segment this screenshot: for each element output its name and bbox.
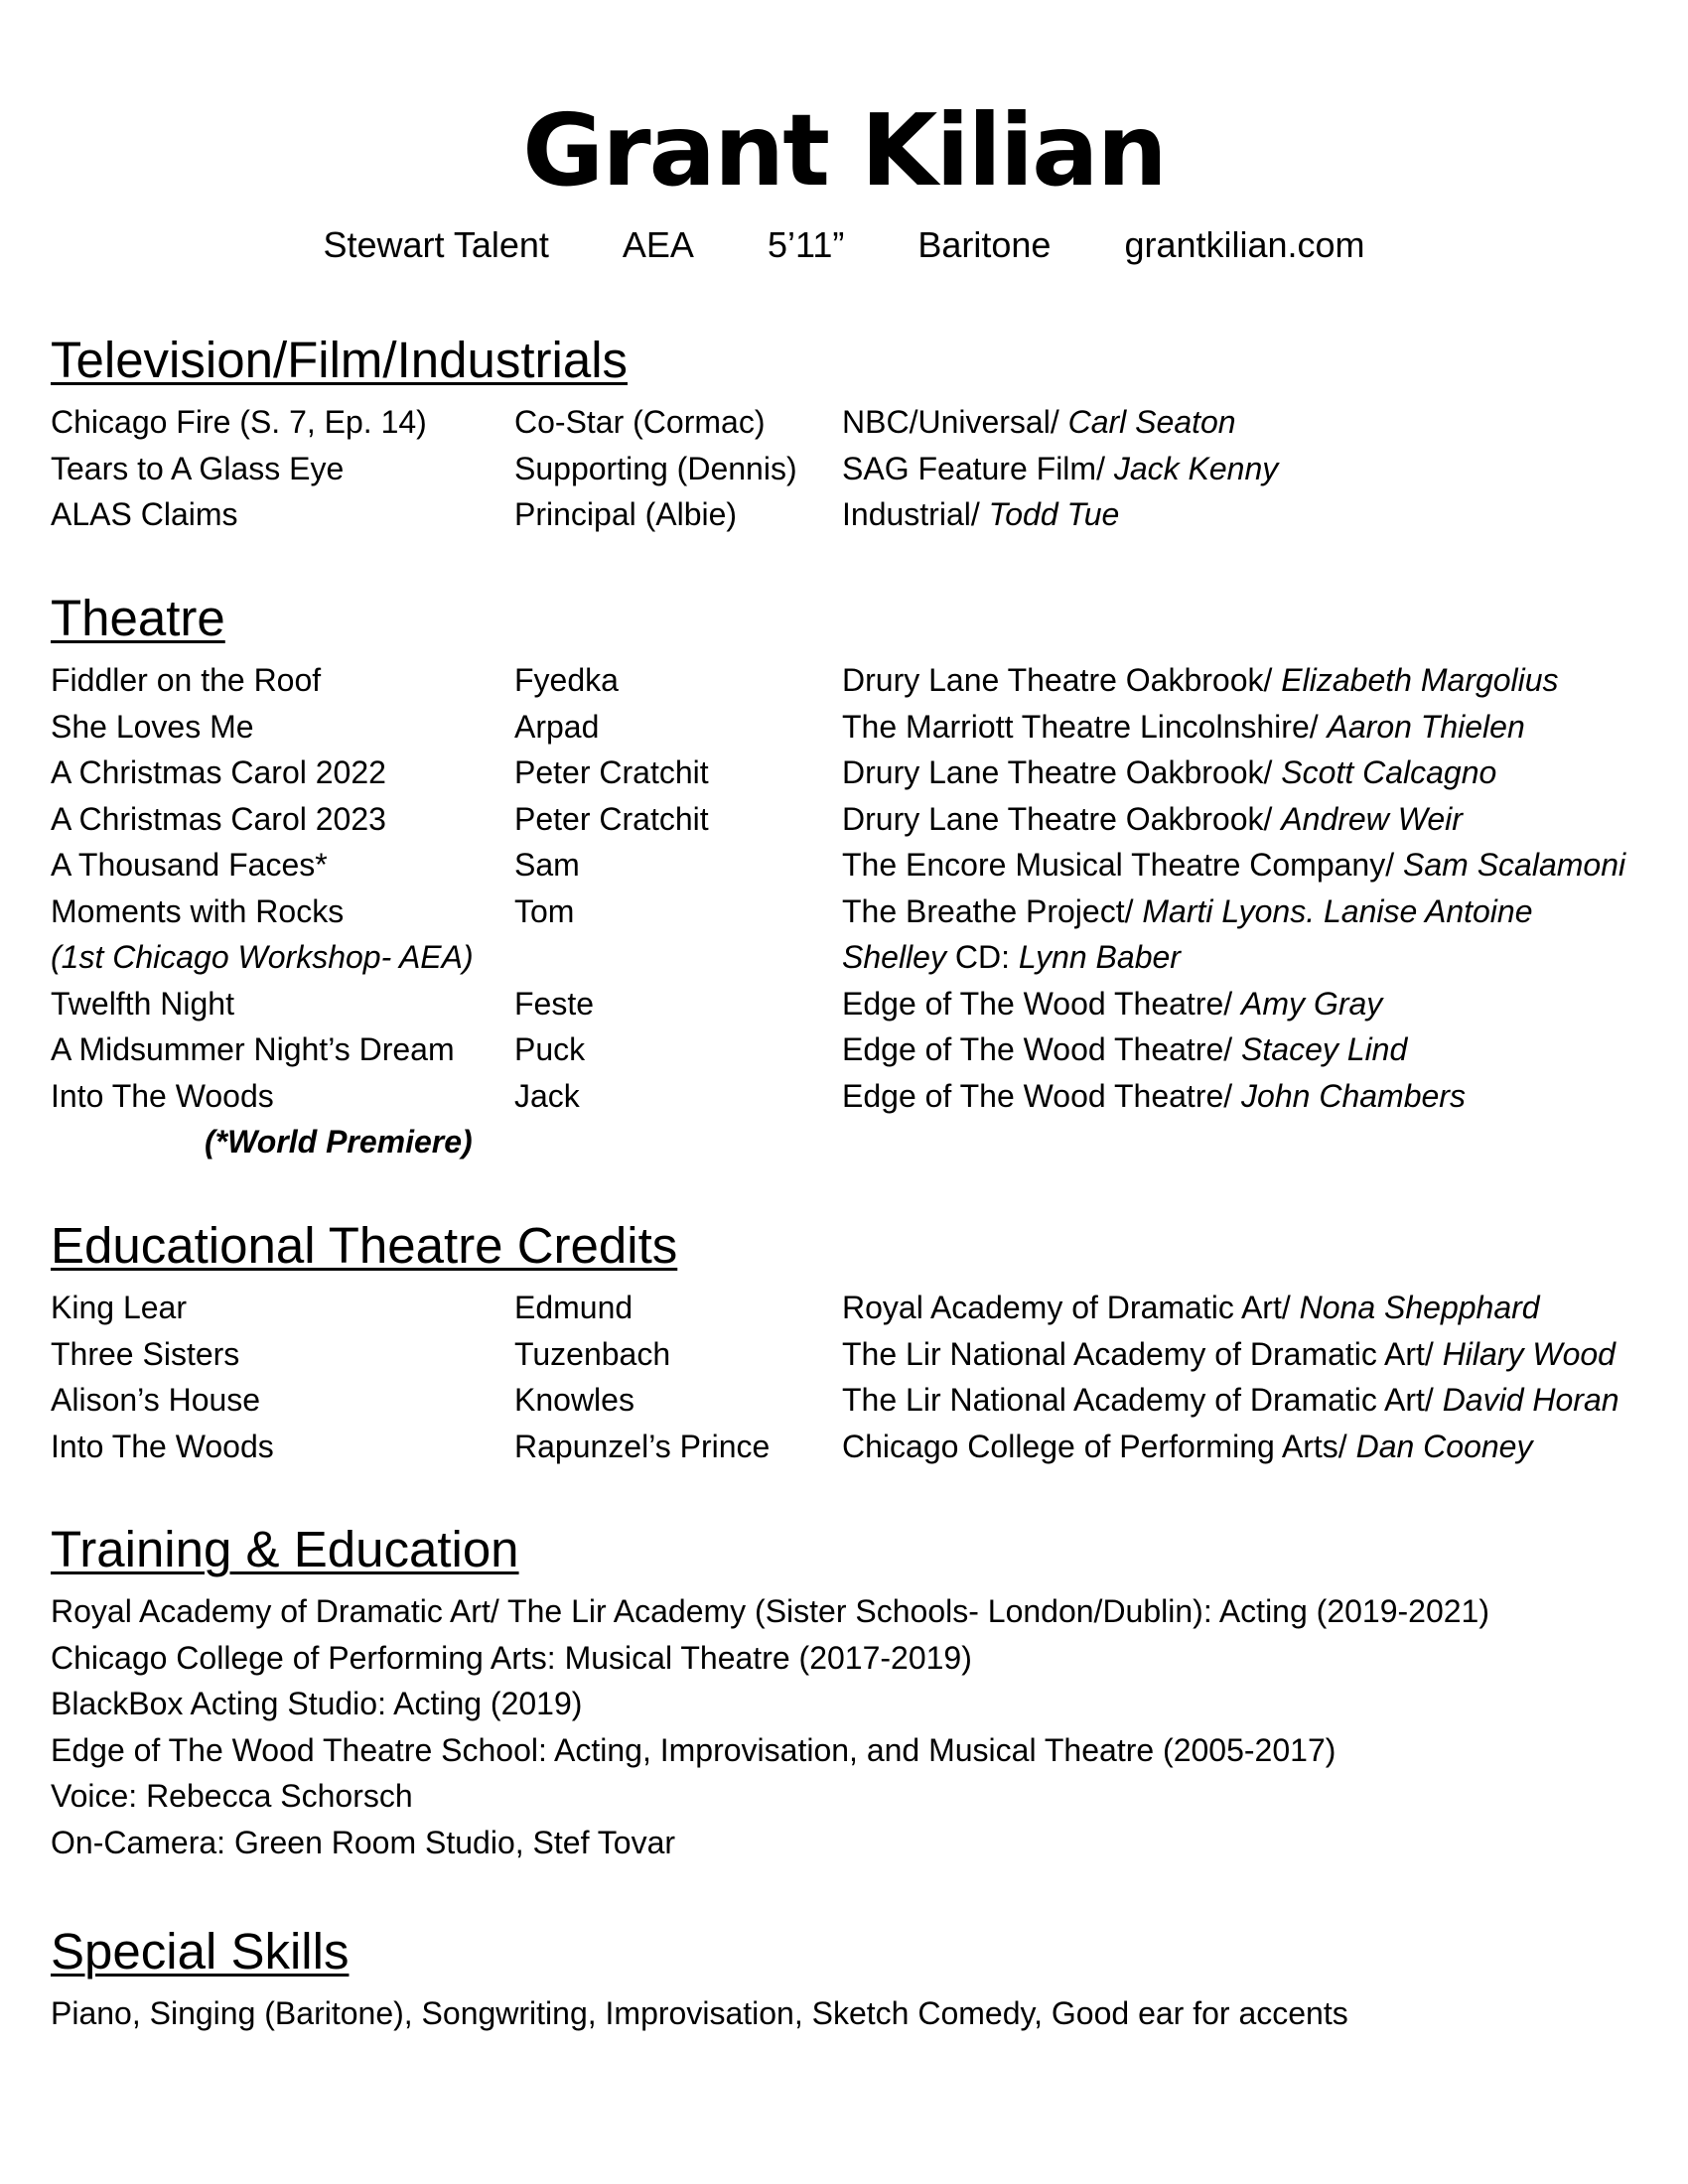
credit-director: Sam Scalamoni [1403, 847, 1626, 883]
section-heading-skills: Special Skills [51, 1923, 350, 1979]
credit-director: Andrew Weir [1281, 800, 1463, 837]
credit-title: Into The Woods [51, 1077, 274, 1114]
credit-director: John Chambers [1241, 1077, 1466, 1114]
list-item: Voice: Rebecca Schorsch [51, 1778, 413, 1814]
table-row [51, 888, 1639, 935]
credit-venue: Industrial/ Todd Tue [842, 496, 1120, 532]
table-row [51, 1285, 1639, 1331]
agency: Stewart Talent [323, 224, 549, 265]
credit-title: Fiddler on the Roof [51, 662, 322, 698]
credit-title: Tears to A Glass Eye [51, 450, 345, 486]
list-item: Edge of The Wood Theatre School: Acting, Improvisation, and Musical Theatre (2005-2017) [51, 1731, 1336, 1768]
credit-role: Tom [514, 892, 575, 929]
credit-role: Sam [514, 847, 580, 883]
world-premiere-note: (*World Premiere) [205, 1124, 473, 1160]
credit-venue: Edge of The Wood Theatre/ Amy Gray [842, 985, 1383, 1022]
credit-title: She Loves Me [51, 708, 254, 745]
credit-venue [842, 934, 1181, 980]
section-heading-tv-film: Television/Film/Industrials [51, 332, 629, 388]
table-row [51, 934, 1639, 981]
website: grantkilian.com [1124, 224, 1365, 265]
credit-venue: The Encore Musical Theatre Company/ Sam Scalamoni [842, 847, 1626, 883]
table-row [51, 842, 1639, 888]
credit-director: Scott Calcagno [1281, 754, 1497, 790]
union: AEA [622, 224, 694, 265]
casting-label: CD: [945, 939, 1019, 975]
credit-role: Peter Cratchit [514, 800, 709, 837]
credit-venue: Edge of The Wood Theatre/ John Chambers [842, 1077, 1466, 1114]
table-row [51, 1377, 1639, 1424]
credit-title: A Christmas Carol 2023 [51, 800, 386, 837]
table-row [51, 704, 1639, 751]
credit-director: Jack Kenny [1113, 450, 1279, 486]
height: 5’11” [767, 224, 845, 265]
credit-venue: NBC/Universal/ Carl Seaton [842, 404, 1236, 440]
credit-venue: The Marriott Theatre Lincolnshire/ Aaron Thielen [842, 708, 1525, 745]
section-heading-theatre: Theatre [51, 590, 225, 646]
credit-title: A Midsummer Night’s Dream [51, 1031, 455, 1067]
credit-role: Fyedka [514, 662, 619, 698]
credit-role: Rapunzel’s Prince [514, 1428, 771, 1464]
credit-venue: SAG Feature Film/ Jack Kenny [842, 450, 1279, 486]
table-row [51, 796, 1639, 843]
credit-role: Co-Star (Cormac) [514, 404, 766, 440]
table-row [51, 491, 1639, 538]
credit-venue: Drury Lane Theatre Oakbrook/ Scott Calcagno [842, 754, 1497, 790]
credit-venue: Chicago College of Performing Arts/ Dan Cooney [842, 1428, 1533, 1464]
section-heading-educational: Educational Theatre Credits [51, 1217, 678, 1274]
credit-title-note: (1st Chicago Workshop- AEA) [51, 939, 474, 975]
table-row [51, 657, 1639, 704]
credit-director: Carl Seaton [1067, 404, 1236, 440]
credit-role: Supporting (Dennis) [514, 450, 797, 486]
credit-role: Jack [514, 1077, 580, 1114]
table-row [51, 399, 1639, 446]
credit-role: Knowles [514, 1382, 634, 1418]
credit-role: Principal (Albie) [514, 496, 738, 532]
credit-title: King Lear [51, 1290, 187, 1325]
credit-title: A Christmas Carol 2022 [51, 754, 386, 790]
credit-director: Stacey Lind [1241, 1031, 1408, 1067]
credit-role: Peter Cratchit [514, 754, 709, 790]
credit-director: Amy Gray [1241, 985, 1383, 1022]
list-item: Royal Academy of Dramatic Art/ The Lir Academy (Sister Schools- London/Dublin): Acting (2019-2021) [51, 1593, 1489, 1629]
skills-text: Piano, Singing (Baritone), Songwriting, Improvisation, Sketch Comedy, Good ear for accents [51, 1995, 1348, 2031]
credit-title: Twelfth Night [51, 985, 234, 1022]
credit-title: ALAS Claims [51, 496, 238, 532]
credit-role: Feste [514, 985, 595, 1022]
credit-director: Aaron Thielen [1327, 708, 1525, 745]
credit-venue: Drury Lane Theatre Oakbrook/ Elizabeth Margolius [842, 662, 1559, 698]
section-skills [51, 1921, 1639, 2037]
credit-venue: Drury Lane Theatre Oakbrook/ Andrew Weir [842, 800, 1463, 837]
voice-type: Baritone [917, 224, 1052, 265]
section-training [51, 1519, 1639, 1865]
credit-title: A Thousand Faces* [51, 847, 328, 883]
table-row [51, 1331, 1639, 1378]
credit-director: Dan Cooney [1355, 1428, 1533, 1464]
credit-role: Tuzenbach [514, 1335, 671, 1372]
credit-title: Chicago Fire (S. 7, Ep. 14) [51, 404, 427, 440]
credit-title: Three Sisters [51, 1335, 240, 1372]
table-row [51, 1119, 1639, 1165]
credit-director: Marti Lyons. Lanise Antoine [1142, 892, 1533, 929]
credit-director: Hilary Wood [1442, 1335, 1616, 1372]
credit-title: Into The Woods [51, 1428, 274, 1464]
credit-title: Moments with Rocks [51, 892, 345, 929]
list-item: BlackBox Acting Studio: Acting (2019) [51, 1686, 583, 1721]
credit-role: Edmund [514, 1290, 633, 1325]
table-row [51, 1073, 1639, 1120]
credit-title: Alison’s House [51, 1382, 261, 1418]
credit-venue: The Lir National Academy of Dramatic Art/ Hilary Wood [842, 1335, 1616, 1372]
credit-venue: The Breathe Project/ Marti Lyons. Lanise Antoine [842, 892, 1533, 929]
section-heading-training: Training & Education [51, 1521, 519, 1577]
credit-director: Todd Tue [988, 496, 1120, 532]
credit-director: Shelley [842, 939, 946, 975]
resume-name: Grant Kilian [522, 92, 1166, 208]
table-row [51, 446, 1639, 492]
credit-venue: Royal Academy of Dramatic Art/ Nona Shepphard [842, 1290, 1540, 1325]
table-row [51, 981, 1639, 1027]
table-row [51, 1026, 1639, 1073]
table-row [51, 750, 1639, 796]
list-item: On-Camera: Green Room Studio, Stef Tovar [51, 1824, 676, 1860]
credit-director: Nona Shepphard [1299, 1290, 1540, 1325]
credit-role: Arpad [514, 708, 600, 745]
credit-venue: Edge of The Wood Theatre/ Stacey Lind [842, 1031, 1408, 1067]
section-theatre [51, 588, 1639, 1165]
casting-director: Lynn Baber [1018, 939, 1181, 975]
list-item: Chicago College of Performing Arts: Musical Theatre (2017-2019) [51, 1639, 972, 1676]
contact-line [0, 220, 1688, 270]
credit-venue: The Lir National Academy of Dramatic Art/ David Horan [842, 1382, 1619, 1418]
section-tv-film [51, 330, 1639, 538]
credit-role: Puck [514, 1031, 586, 1067]
section-educational [51, 1215, 1639, 1469]
credit-director: Elizabeth Margolius [1281, 662, 1559, 698]
table-row [51, 1424, 1639, 1470]
credit-director: David Horan [1442, 1382, 1619, 1418]
